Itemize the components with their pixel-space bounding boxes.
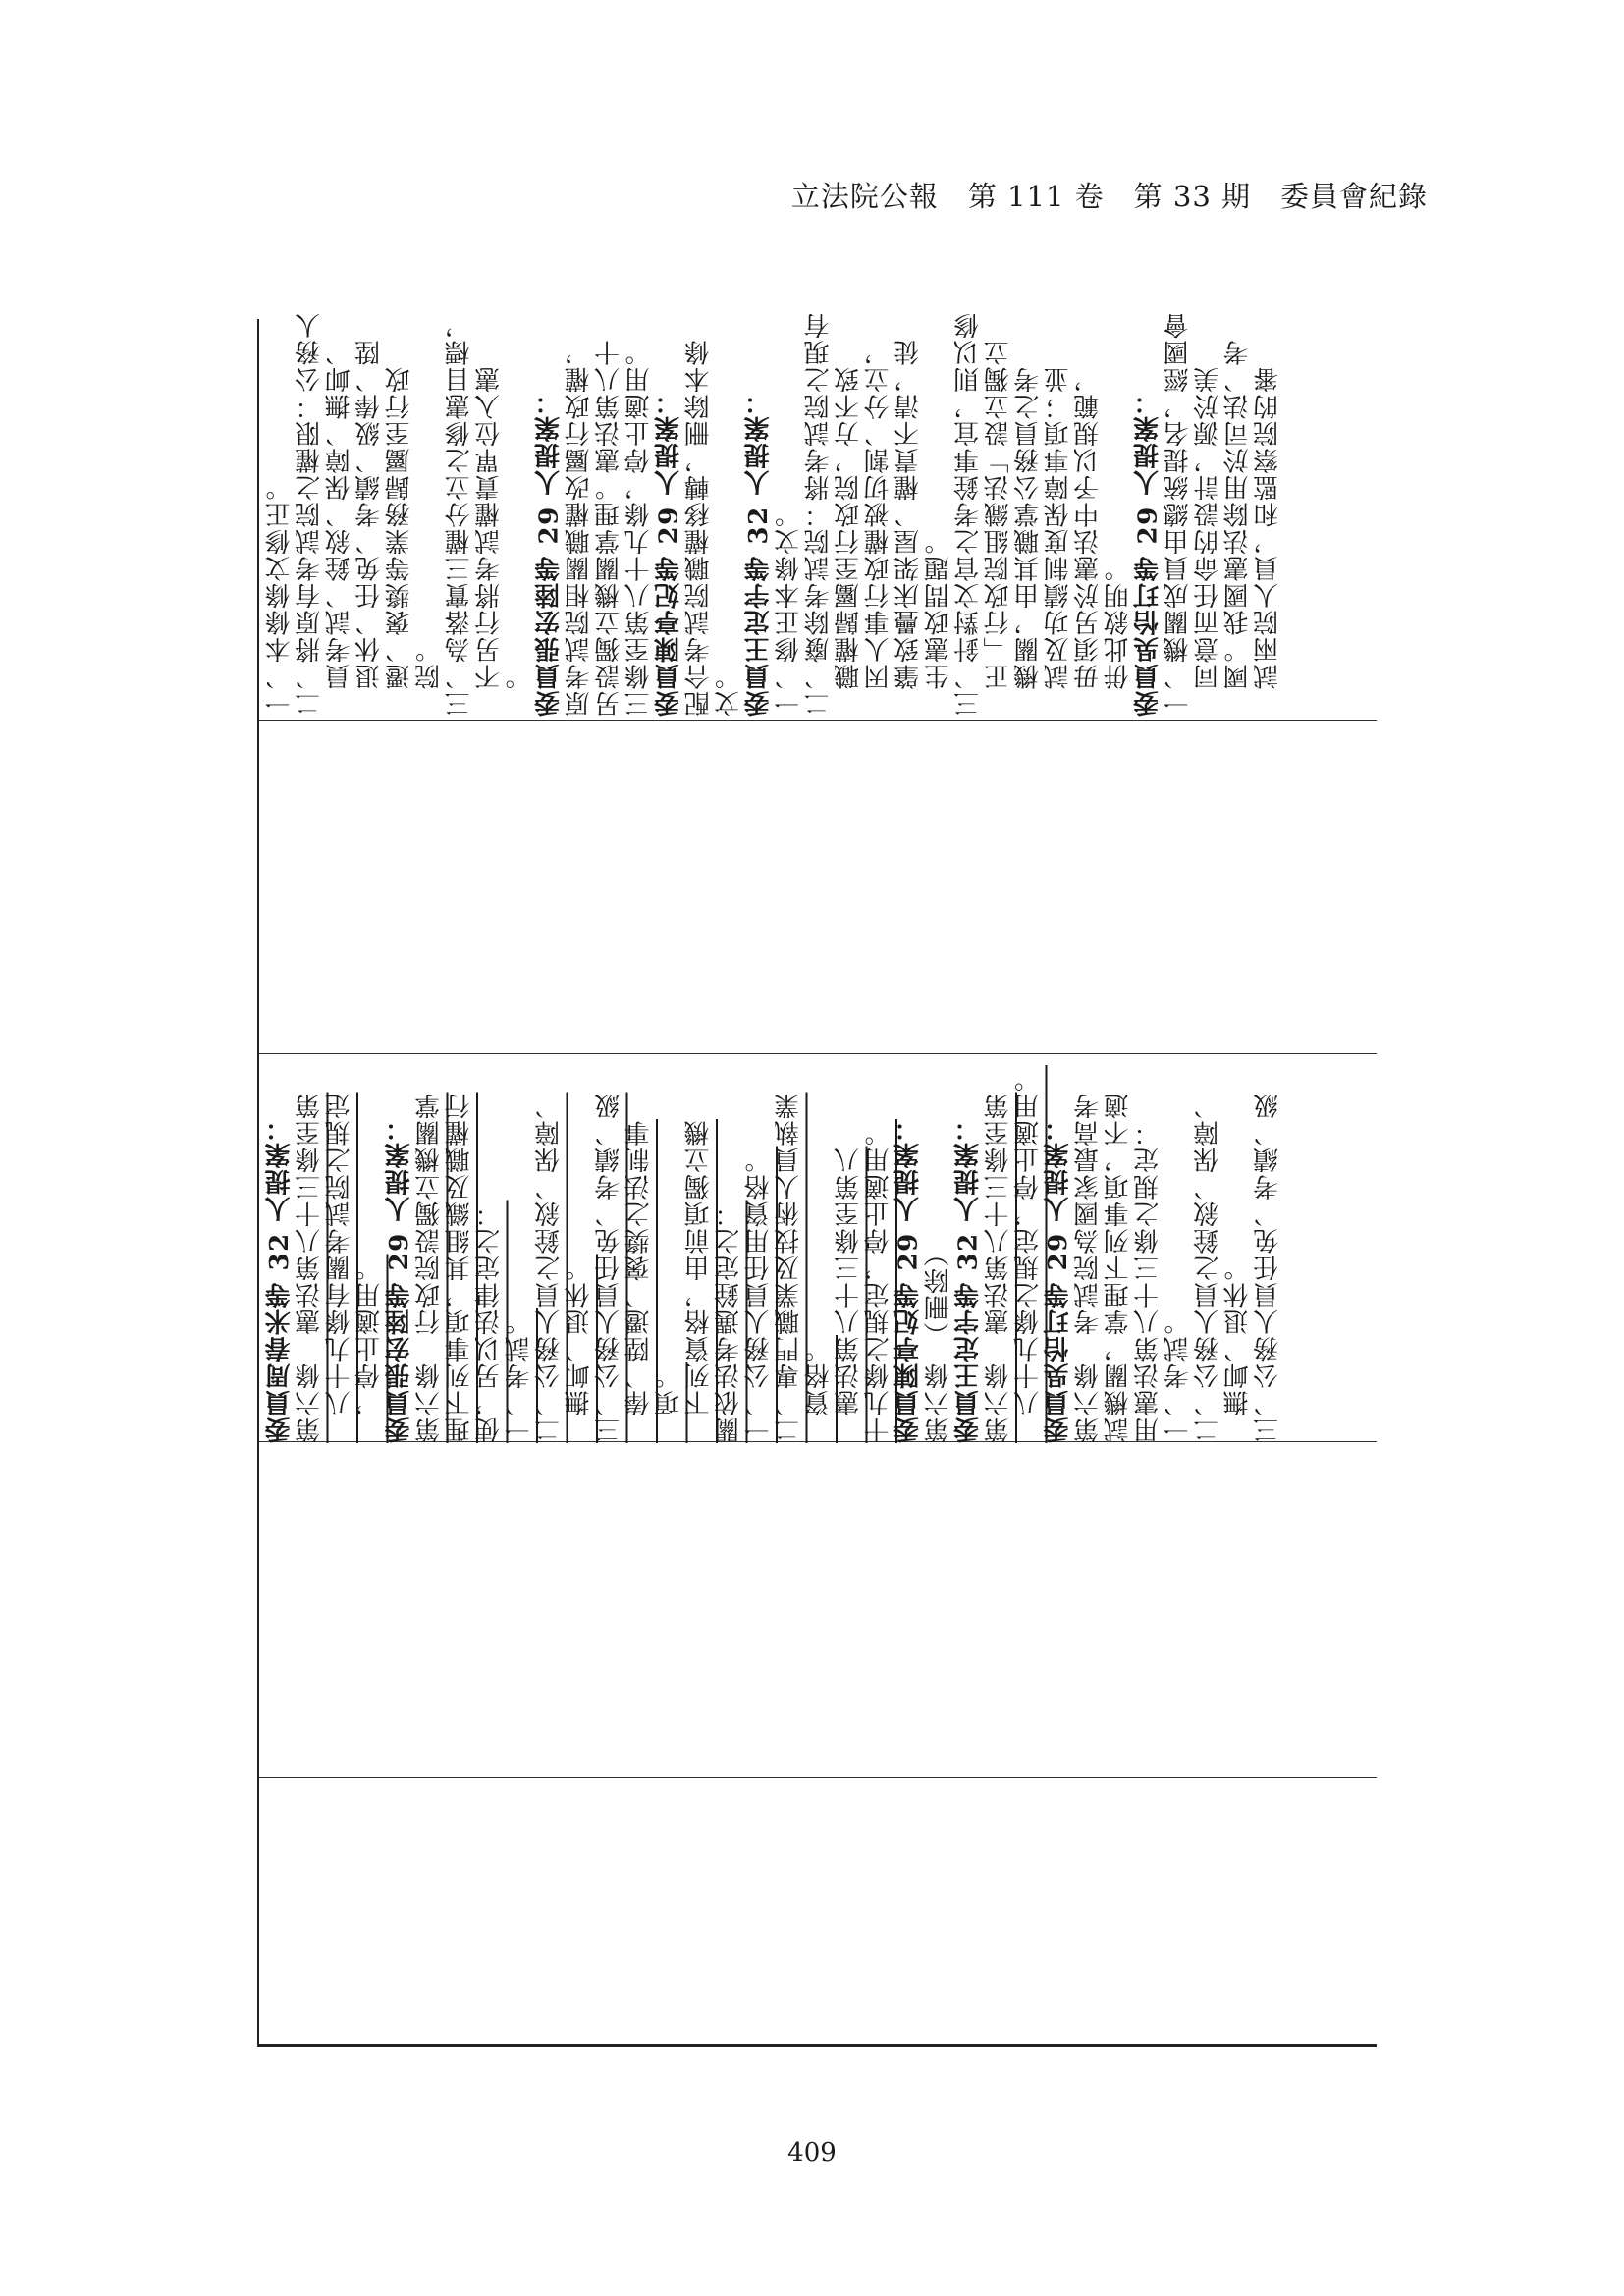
- text-line: 第六條 憲法第八十三條至第: [984, 1092, 1013, 1443]
- text-line: 一、公務人員任用資格。: [744, 1146, 774, 1443]
- text-line: 職權歸屬至行政院，方不致: [834, 365, 864, 717]
- proposer-heading: 委員張宏陸等 29 人提案：: [385, 1113, 414, 1443]
- text-line: 二、廢除考試院：將考試院之現有: [804, 311, 834, 717]
- text-line: 憲法第八十三條至第八: [834, 1146, 864, 1443]
- journal-header: 立法院公報 第 111 卷 第 33 期 委員會紀錄: [790, 180, 1428, 213]
- text-line: 遷、褒獎等業務歸屬至行政: [385, 365, 414, 717]
- text-line: 資格。: [804, 1335, 834, 1443]
- table-row-divider: [259, 1777, 1377, 1778]
- text-line: 三條至第八十九條，停止適用。: [624, 339, 654, 717]
- text-line: 併此敘明。: [1104, 555, 1133, 717]
- text-line: 院。: [414, 635, 445, 717]
- page-number: 409: [787, 2138, 837, 2167]
- text-line: 俸、陞遷、褒獎之法制事: [624, 1119, 654, 1443]
- text-line: ，停止適用。: [354, 1254, 385, 1443]
- proposer-heading: 委員陳亭妃等 29 人提案：: [893, 1113, 924, 1443]
- text-line: 二、專門職業及技術人員執業: [774, 1092, 804, 1443]
- text-line: 下列資格，由前項獨立機: [684, 1119, 714, 1443]
- text-line: 三、公務人員任免、考績、級: [594, 1092, 624, 1443]
- text-line: 八十九條之規定，停止適用。: [1013, 1065, 1044, 1443]
- proposer-heading: 委員周春米等 32 人提案：: [265, 1113, 295, 1443]
- text-line: 一、修正本條文。: [774, 501, 804, 717]
- text-line: 二、公務人員之銓敘、保障、: [534, 1092, 565, 1443]
- text-line: 第六條 憲法第八十三條至第: [295, 1092, 325, 1443]
- proposer-heading: 委員張宏陸等 29 人提案：: [534, 387, 565, 717]
- text-line: 第六條 行政院設獨立機關掌: [414, 1092, 445, 1443]
- text-line: 一、機關成員由總統提名，經國會: [1164, 311, 1193, 717]
- text-line: 二、公務人員之銓敘、保障、: [1193, 1092, 1223, 1443]
- text-line: 員考試、銓敘、保障、撫卹、: [325, 339, 354, 717]
- text-line: 第六條 考試院為國家最高考: [1073, 1092, 1104, 1443]
- explanation-text-block: [265, 311, 1365, 717]
- text-line: 三、為落實三權分立之修憲目標，: [445, 311, 474, 717]
- text-line: 關依法考選銓定之：: [714, 1200, 744, 1443]
- proposer-heading: 委員陳亭妃等 29 人提案：: [654, 387, 684, 717]
- text-line: 退休、任免、考績、級俸、陞: [354, 339, 385, 717]
- text-line: 同意而任命的設計，源於美: [1193, 365, 1223, 717]
- text-line: 文。: [714, 663, 744, 717]
- text-line: 機關，由其職掌公務員之考: [1013, 365, 1044, 717]
- text-line: 一、本條條文修正。: [265, 473, 295, 717]
- text-line: 因人事行政權被切割、分立，: [864, 339, 893, 717]
- text-line: 不另行將考試權責單位入憲: [474, 365, 505, 717]
- text-line: 原考試院相關職權改屬行政權，: [565, 339, 594, 717]
- text-line: 十九條之規定，停止適用。: [864, 1119, 893, 1443]
- text-line: 項。: [654, 1362, 684, 1443]
- text-line: 國。我國憲法除用於司法、考: [1223, 339, 1253, 717]
- text-line: 撫卹、退休。: [565, 1254, 594, 1443]
- text-line: 使，另以法律定之：: [474, 1200, 505, 1443]
- text-line: 用憲法第八十三條之規定：: [1133, 1119, 1164, 1443]
- text-line: 試及功績制度保障事項；並: [1044, 365, 1073, 717]
- proposal-text-block: [265, 1060, 1365, 1443]
- proposer-heading: 委員吳怡玎等 29 人提案：: [1133, 387, 1164, 717]
- text-line: 撫卹、退休。: [1223, 1254, 1253, 1443]
- text-line: 肇致疊床架屋、權責不清，徒: [893, 339, 924, 717]
- text-line: 一、考試。: [1164, 1308, 1193, 1443]
- text-line: 試機關，掌理下列事項，不適: [1104, 1092, 1133, 1443]
- text-line: 正「行政院組織法」設立獨立: [984, 339, 1013, 717]
- text-line: 三、公務人員任免、考績、級: [1253, 1092, 1283, 1443]
- text-line: 理下列事項，其組織及職權行: [445, 1092, 474, 1443]
- text-line: 二、將原有考試院之權限：公務人: [295, 311, 325, 717]
- table-row-divider: [259, 720, 1377, 721]
- text-line: 八十九條有關考試院之規定: [325, 1092, 354, 1443]
- proposer-heading: 委員王定宇等 32 人提案：: [953, 1113, 984, 1443]
- proposer-heading: 委員吳怡玎等 29 人提案：: [1044, 1113, 1073, 1443]
- text-line: 毋須另於憲法中予以規範，: [1073, 365, 1104, 717]
- text-line: 另設獨立機關掌理。憲法第八十: [594, 339, 624, 717]
- text-line: 第六條 （刪除）: [924, 1240, 953, 1443]
- table-row-divider: [259, 1053, 1377, 1054]
- text-line: 試兩院人員，和監察院的審: [1253, 365, 1283, 717]
- text-line: 三、針對文官之考銓事宜，則以修: [953, 311, 984, 717]
- proposer-heading: 委員王定宇等 32 人提案：: [744, 387, 774, 717]
- text-line: 。: [505, 663, 534, 717]
- text-line: 一、考試。: [505, 1308, 534, 1443]
- text-line: 配合考試院職權移轉，刪除本條: [684, 339, 714, 717]
- text-line: 生憲政問題。: [924, 527, 953, 717]
